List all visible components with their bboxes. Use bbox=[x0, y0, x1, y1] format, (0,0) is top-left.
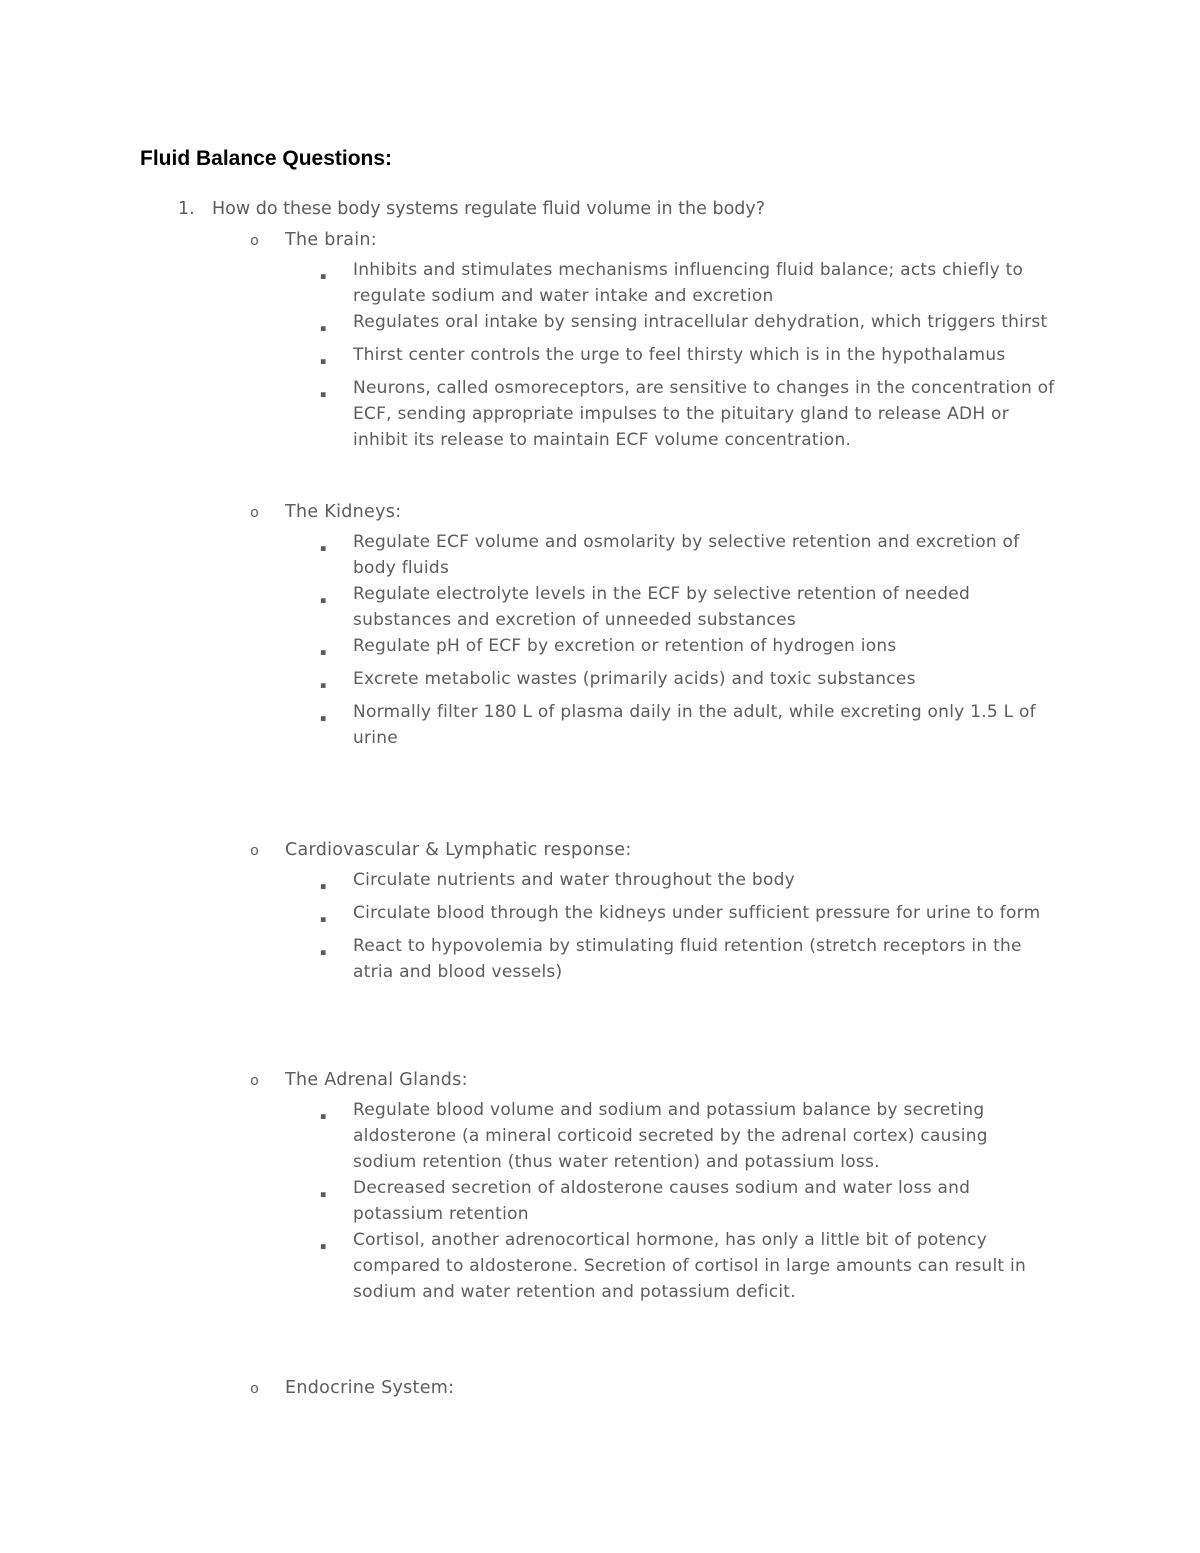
square-bullet-marker: ▪ bbox=[320, 356, 327, 367]
circle-bullet-marker: o bbox=[250, 505, 260, 522]
bullet-item bbox=[140, 309, 1055, 342]
question-text: How do these body systems regulate fluid volume in the body? bbox=[212, 199, 766, 219]
bullet-item bbox=[140, 375, 1055, 453]
square-bullet-marker: ▪ bbox=[320, 1189, 327, 1200]
section-the-kidneys bbox=[140, 499, 1055, 751]
question-item bbox=[140, 196, 1055, 223]
bullet-item bbox=[140, 699, 1055, 751]
square-bullet-marker: ▪ bbox=[320, 947, 327, 958]
circle-bullet-marker: o bbox=[250, 843, 260, 860]
bullet-item bbox=[140, 1097, 1055, 1175]
bullet-item bbox=[140, 867, 1055, 900]
bullet-text: Regulates oral intake by sensing intracellular dehydration, which triggers thirst bbox=[353, 312, 1048, 332]
bullet-item bbox=[140, 633, 1055, 666]
circle-bullet-marker: o bbox=[250, 233, 260, 250]
bullet-item bbox=[140, 900, 1055, 933]
section-title: Cardiovascular & Lymphatic response: bbox=[285, 840, 632, 860]
bullet-item bbox=[140, 933, 1055, 985]
section-the-brain bbox=[140, 227, 1055, 453]
section-title-row bbox=[140, 837, 1055, 865]
bullet-item bbox=[140, 529, 1055, 581]
bullet-text: Regulate electrolyte levels in the ECF by selective retention of needed substances and excretion of unneeded substances bbox=[353, 584, 971, 630]
bullet-text: Thirst center controls the urge to feel thirsty which is in the hypothalamus bbox=[353, 345, 1006, 365]
section-title: The Adrenal Glands: bbox=[285, 1070, 468, 1090]
bullet-text: Normally filter 180 L of plasma daily in the adult, while excreting only 1.5 L of urine bbox=[353, 702, 1036, 748]
bullet-text: Inhibits and stimulates mechanisms influencing fluid balance; acts chiefly to regulate sodium and water intake and excretion bbox=[353, 260, 1024, 306]
bullet-item bbox=[140, 581, 1055, 633]
square-bullet-marker: ▪ bbox=[320, 1241, 327, 1252]
square-bullet-marker: ▪ bbox=[320, 323, 327, 334]
bullet-text: Neurons, called osmoreceptors, are sensitive to changes in the concentration of ECF, sending appropriate impulses to the pituitary gland to release ADH or inhibit its release to maintain ECF volume concentration. bbox=[353, 378, 1055, 450]
bullet-item bbox=[140, 257, 1055, 309]
section-title: The brain: bbox=[285, 230, 377, 250]
bullet-text: Circulate blood through the kidneys under sufficient pressure for urine to form bbox=[353, 903, 1041, 923]
document-title: Fluid Balance Questions: bbox=[140, 147, 393, 170]
square-bullet-marker: ▪ bbox=[320, 271, 327, 282]
bullet-text: Regulate ECF volume and osmolarity by selective retention and excretion of body fluids bbox=[353, 532, 1020, 578]
circle-bullet-marker: o bbox=[250, 1381, 260, 1398]
square-bullet-marker: ▪ bbox=[320, 713, 327, 724]
section-title-row bbox=[140, 1067, 1055, 1095]
bullet-list bbox=[140, 867, 1055, 985]
section-title-row bbox=[140, 499, 1055, 527]
bullet-item bbox=[140, 342, 1055, 375]
section-title: Endocrine System: bbox=[285, 1378, 455, 1398]
square-bullet-marker: ▪ bbox=[320, 647, 327, 658]
square-bullet-marker: ▪ bbox=[320, 680, 327, 691]
bullet-text: Regulate blood volume and sodium and potassium balance by secreting aldosterone (a mineral corticoid secreted by the adrenal cortex) causing sodium retention (thus water retention) and potassium loss. bbox=[353, 1100, 988, 1172]
bullet-text: Decreased secretion of aldosterone causes sodium and water loss and potassium retention bbox=[353, 1178, 971, 1224]
bullet-text: Excrete metabolic wastes (primarily acids) and toxic substances bbox=[353, 669, 916, 689]
circle-bullet-marker: o bbox=[250, 1073, 260, 1090]
section-title-row bbox=[140, 1375, 1055, 1403]
bullet-text: Cortisol, another adrenocortical hormone, has only a little bit of potency compared to aldosterone. Secretion of cortisol in large amounts can result in sodium and water retention and potassium deficit. bbox=[353, 1230, 1026, 1302]
section-the-adrenal-glands bbox=[140, 1067, 1055, 1305]
bullet-text: Circulate nutrients and water throughout the body bbox=[353, 870, 795, 890]
question-number: 1. bbox=[178, 199, 195, 219]
square-bullet-marker: ▪ bbox=[320, 914, 327, 925]
square-bullet-marker: ▪ bbox=[320, 595, 327, 606]
bullet-text: React to hypovolemia by stimulating fluid retention (stretch receptors in the atria and blood vessels) bbox=[353, 936, 1022, 982]
section-cardiovascular-lymphatic-response bbox=[140, 837, 1055, 985]
section-title-row bbox=[140, 227, 1055, 255]
bullet-list bbox=[140, 529, 1055, 751]
square-bullet-marker: ▪ bbox=[320, 389, 327, 400]
bullet-item bbox=[140, 666, 1055, 699]
section-title: The Kidneys: bbox=[285, 502, 402, 522]
section-endocrine-system bbox=[140, 1375, 1055, 1403]
bullet-item bbox=[140, 1175, 1055, 1227]
square-bullet-marker: ▪ bbox=[320, 1111, 327, 1122]
bullet-list bbox=[140, 257, 1055, 453]
bullet-item bbox=[140, 1227, 1055, 1305]
sections-container bbox=[140, 227, 1055, 1403]
square-bullet-marker: ▪ bbox=[320, 543, 327, 554]
bullet-text: Regulate pH of ECF by excretion or retention of hydrogen ions bbox=[353, 636, 897, 656]
square-bullet-marker: ▪ bbox=[320, 881, 327, 892]
bullet-list bbox=[140, 1097, 1055, 1305]
